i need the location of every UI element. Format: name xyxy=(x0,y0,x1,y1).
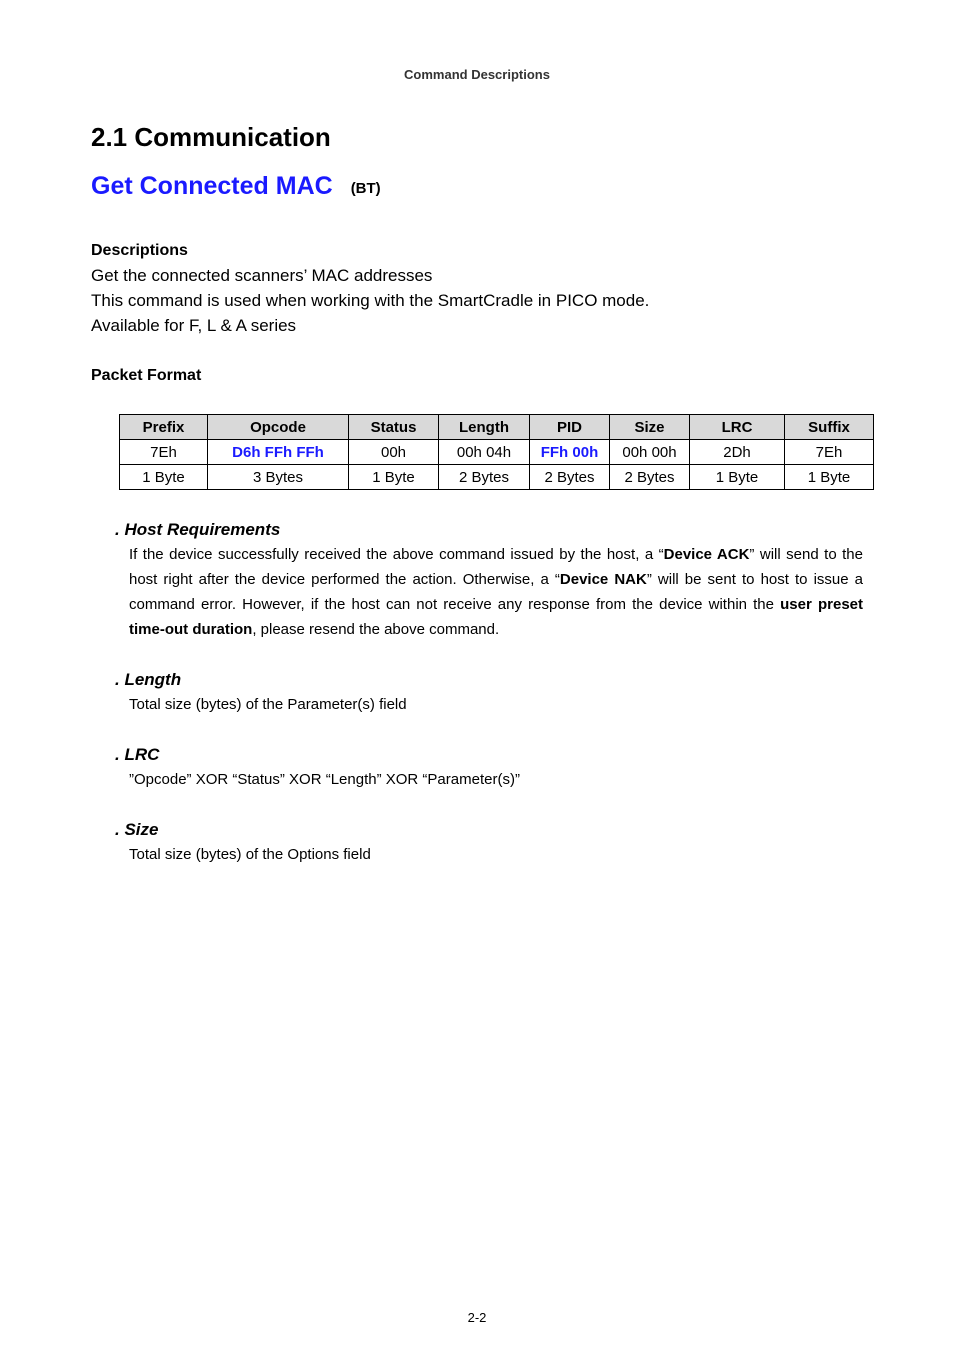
table-header-row xyxy=(120,415,874,440)
host-requirements-heading: . Host Requirements xyxy=(115,520,281,539)
value-size: 00h 00h xyxy=(610,440,690,465)
description-line-3: Available for F, L & A series xyxy=(91,316,297,335)
table-row-sizes xyxy=(120,465,874,490)
size-lrc: 1 Byte xyxy=(690,465,785,490)
size-text: Total size (bytes) of the Options field xyxy=(129,846,371,863)
device-nak-term: Device NAK xyxy=(559,571,647,588)
header-lrc: LRC xyxy=(690,415,785,440)
size-heading: . Size xyxy=(115,820,159,839)
command-title xyxy=(91,172,381,201)
size-length: 2 Bytes xyxy=(439,465,530,490)
length-text: Total size (bytes) of the Parameter(s) field xyxy=(129,696,407,713)
size-status: 1 Byte xyxy=(349,465,439,490)
value-length: 00h 04h xyxy=(439,440,530,465)
value-prefix: 7Eh xyxy=(120,440,208,465)
command-name: Get Connected MAC xyxy=(91,172,333,200)
header-opcode: Opcode xyxy=(208,415,349,440)
header-prefix: Prefix xyxy=(120,415,208,440)
host-requirements-paragraph: If the device successfully received the above command issued by the host, a “Device ACK” will send to the host right after the device performed the action. Otherwise, a “Device NAK” will be sent to host to issue a command error. However, if the host can not receive any response from the device within the user preset time-out duration, please resend the above command. xyxy=(129,546,863,638)
value-status: 00h xyxy=(349,440,439,465)
value-suffix: 7Eh xyxy=(785,440,874,465)
value-pid: FFh 00h xyxy=(530,440,610,465)
header-length: Length xyxy=(439,415,530,440)
packet-format-table xyxy=(119,414,874,490)
packet-format-heading: Packet Format xyxy=(91,367,202,384)
running-header: Command Descriptions xyxy=(404,67,550,82)
table-row-values xyxy=(120,440,874,465)
size-opcode: 3 Bytes xyxy=(208,465,349,490)
size-pid: 2 Bytes xyxy=(530,465,610,490)
description-line-1: Get the connected scanners’ MAC addresses xyxy=(91,266,433,285)
command-tag: (BT) xyxy=(350,180,381,197)
value-opcode: D6h FFh FFh xyxy=(208,440,349,465)
value-lrc: 2Dh xyxy=(690,440,785,465)
page-number: 2-2 xyxy=(467,1310,487,1325)
header-status: Status xyxy=(349,415,439,440)
header-size: Size xyxy=(610,415,690,440)
lrc-text: ”Opcode” XOR “Status” XOR “Length” XOR “Parameter(s)” xyxy=(129,771,520,788)
lrc-heading: . LRC xyxy=(115,745,160,764)
size-prefix: 1 Byte xyxy=(120,465,208,490)
timeout-term: user preset time-out duration xyxy=(129,596,863,638)
header-pid: PID xyxy=(530,415,610,440)
section-title: 2.1 Communication xyxy=(91,122,331,152)
description-line-2: This command is used when working with the SmartCradle in PICO mode. xyxy=(91,291,650,310)
size-suffix: 1 Byte xyxy=(785,465,874,490)
header-suffix: Suffix xyxy=(785,415,874,440)
size-size: 2 Bytes xyxy=(610,465,690,490)
length-heading: . Length xyxy=(115,670,182,689)
device-ack-term: Device ACK xyxy=(663,546,750,563)
descriptions-heading: Descriptions xyxy=(91,242,188,259)
